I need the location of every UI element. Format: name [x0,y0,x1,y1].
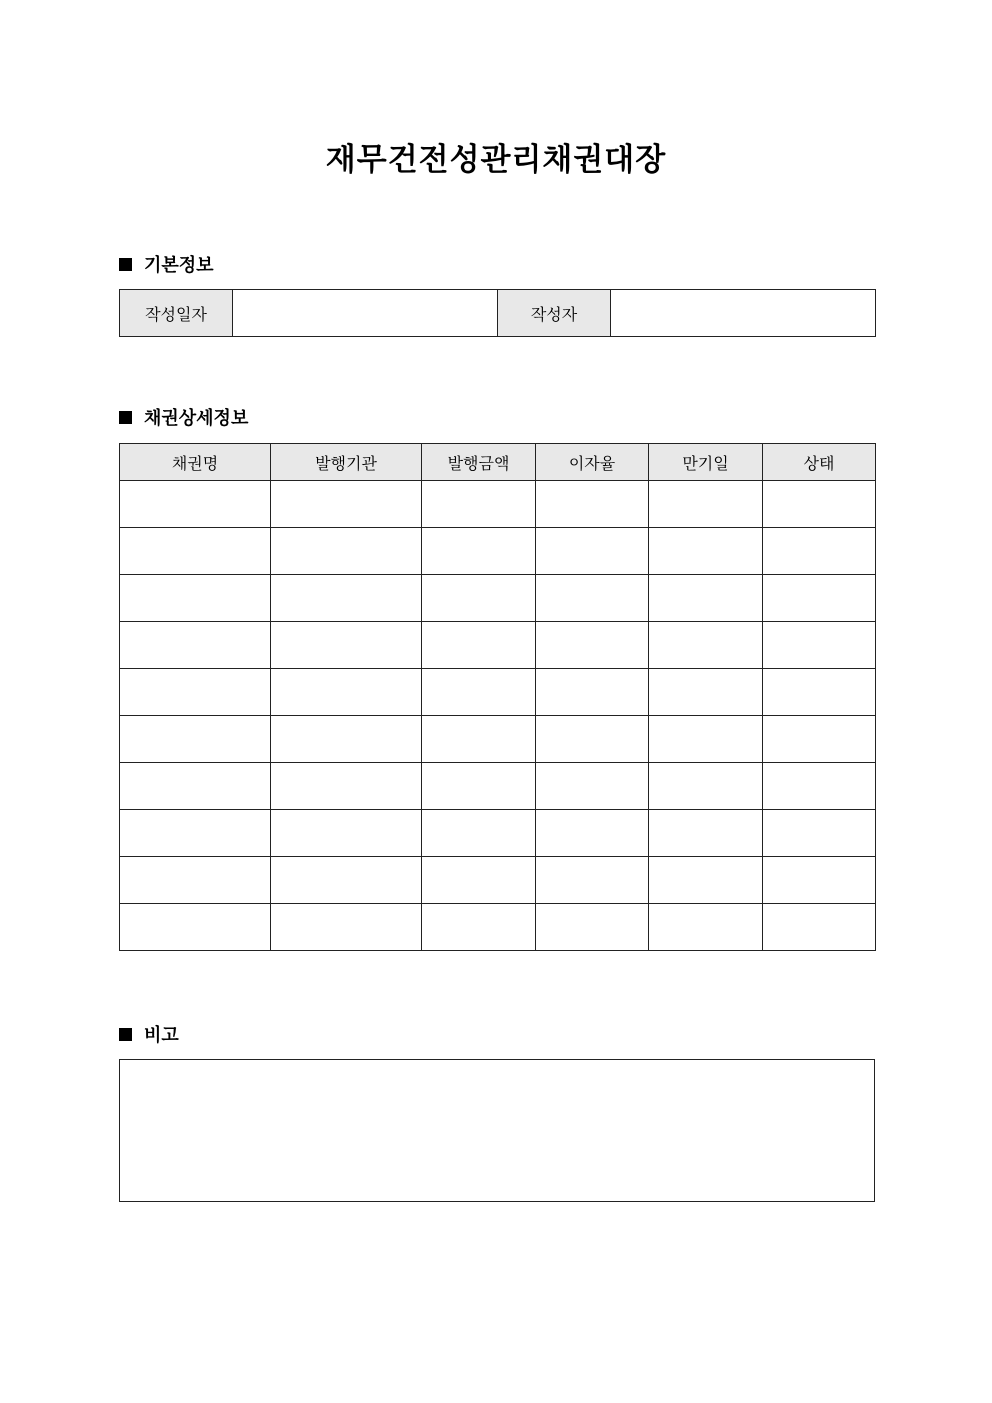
section-title: 채권상세정보 [144,408,249,429]
section-heading-remarks [119,1022,179,1046]
cell-interest-rate[interactable] [536,575,649,622]
cell-maturity-date[interactable] [649,763,763,810]
cell-status[interactable] [763,528,876,575]
table-row [120,857,876,904]
author-label: 작성자 [498,290,611,337]
table-row [120,290,876,337]
cell-interest-rate[interactable] [536,904,649,951]
cell-bond-name[interactable] [120,810,271,857]
section-title: 기본정보 [144,255,214,276]
cell-issue-amount[interactable] [422,528,536,575]
cell-issuer[interactable] [271,575,422,622]
table-row [120,528,876,575]
cell-bond-name[interactable] [120,481,271,528]
cell-maturity-date[interactable] [649,669,763,716]
cell-maturity-date[interactable] [649,481,763,528]
cell-maturity-date[interactable] [649,528,763,575]
document-title: 재무건전성관리채권대장 [325,142,667,178]
cell-issue-amount[interactable] [422,857,536,904]
basic-info-table [119,289,876,337]
column-header-maturity-date: 만기일 [649,444,763,481]
cell-issue-amount[interactable] [422,763,536,810]
cell-interest-rate[interactable] [536,857,649,904]
cell-status[interactable] [763,810,876,857]
cell-issuer[interactable] [271,810,422,857]
cell-status[interactable] [763,716,876,763]
cell-interest-rate[interactable] [536,669,649,716]
square-bullet-icon [119,411,132,424]
table-row [120,669,876,716]
cell-status[interactable] [763,857,876,904]
table-row [120,716,876,763]
cell-status[interactable] [763,904,876,951]
cell-status[interactable] [763,622,876,669]
cell-issue-amount[interactable] [422,669,536,716]
cell-bond-name[interactable] [120,528,271,575]
cell-issuer[interactable] [271,669,422,716]
column-header-bond-name: 채권명 [120,444,271,481]
cell-status[interactable] [763,575,876,622]
cell-issue-amount[interactable] [422,904,536,951]
cell-bond-name[interactable] [120,622,271,669]
cell-interest-rate[interactable] [536,716,649,763]
cell-issue-amount[interactable] [422,622,536,669]
cell-issuer[interactable] [271,857,422,904]
cell-interest-rate[interactable] [536,622,649,669]
cell-status[interactable] [763,669,876,716]
bond-details-table [119,443,876,951]
column-header-interest-rate: 이자율 [536,444,649,481]
square-bullet-icon [119,258,132,271]
section-title: 비고 [144,1025,179,1046]
table-row [120,810,876,857]
table-header-row [120,444,876,481]
cell-bond-name[interactable] [120,857,271,904]
cell-issue-amount[interactable] [422,481,536,528]
cell-maturity-date[interactable] [649,857,763,904]
cell-issue-amount[interactable] [422,810,536,857]
section-heading-bond-details [119,405,248,429]
cell-bond-name[interactable] [120,669,271,716]
square-bullet-icon [119,1028,132,1041]
table-row [120,622,876,669]
table-row [120,481,876,528]
date-label: 작성일자 [120,290,233,337]
cell-issuer[interactable] [271,763,422,810]
cell-maturity-date[interactable] [649,810,763,857]
author-field[interactable] [611,290,876,337]
cell-issuer[interactable] [271,904,422,951]
cell-bond-name[interactable] [120,716,271,763]
cell-bond-name[interactable] [120,575,271,622]
cell-status[interactable] [763,763,876,810]
cell-bond-name[interactable] [120,904,271,951]
cell-issue-amount[interactable] [422,716,536,763]
table-row [120,575,876,622]
cell-status[interactable] [763,481,876,528]
column-header-status: 상태 [763,444,876,481]
date-field[interactable] [233,290,498,337]
table-row [120,904,876,951]
cell-issuer[interactable] [271,716,422,763]
table-row [120,763,876,810]
column-header-issue-amount: 발행금액 [422,444,536,481]
cell-issuer[interactable] [271,528,422,575]
cell-maturity-date[interactable] [649,716,763,763]
cell-issuer[interactable] [271,622,422,669]
column-header-issuer: 발행기관 [271,444,422,481]
cell-issuer[interactable] [271,481,422,528]
cell-maturity-date[interactable] [649,622,763,669]
cell-bond-name[interactable] [120,763,271,810]
cell-maturity-date[interactable] [649,575,763,622]
cell-interest-rate[interactable] [536,810,649,857]
cell-issue-amount[interactable] [422,575,536,622]
cell-interest-rate[interactable] [536,481,649,528]
cell-maturity-date[interactable] [649,904,763,951]
remarks-field[interactable] [119,1059,875,1202]
cell-interest-rate[interactable] [536,528,649,575]
cell-interest-rate[interactable] [536,763,649,810]
section-heading-basic-info [119,252,214,276]
